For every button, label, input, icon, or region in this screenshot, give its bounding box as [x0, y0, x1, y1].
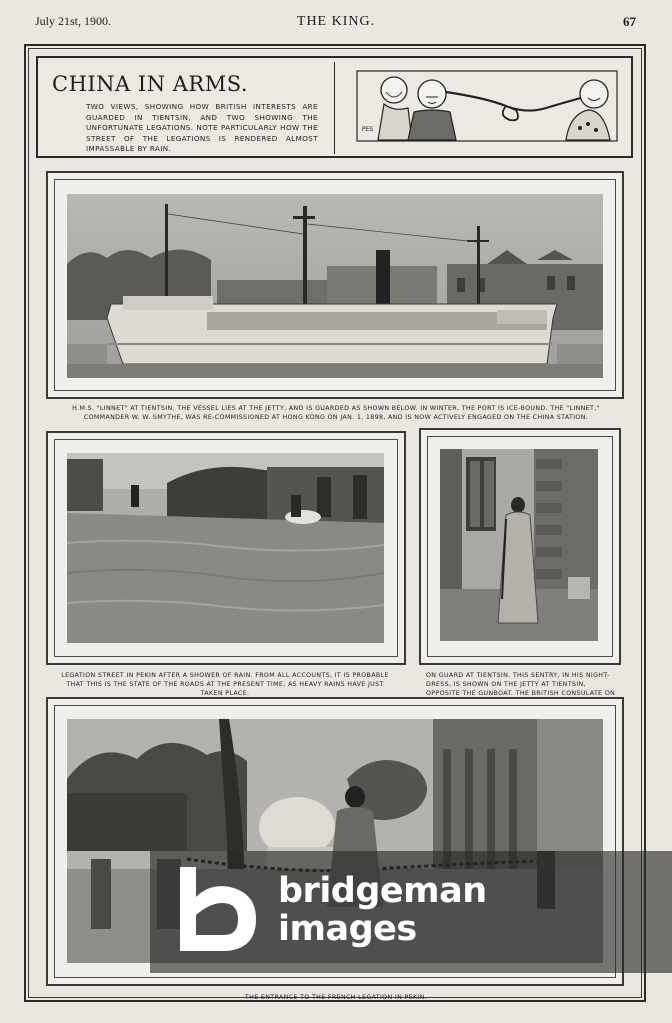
photo-legation-street — [67, 453, 384, 643]
article-description: TWO VIEWS, SHOWING HOW BRITISH INTERESTS ARE GUARDED IN TIENTSIN, AND TWO SHOWING THE UNFORTUNATE LEGATIONS. NOTE PARTICULARLY HOW THE STREET OF THE LEGATIONS IS RENDERED ALMOST IMPASSABLE BY RAIN. — [86, 102, 318, 153]
cartoon-signature: PES — [362, 126, 374, 133]
caption-french-legation: THE ENTRANCE TO THE FRENCH LEGATION IN PEKIN. — [244, 994, 428, 1001]
bridgeman-logo-icon — [178, 867, 258, 951]
watermark-text-bridgeman: bridgeman — [278, 871, 487, 911]
title-banner — [36, 56, 633, 158]
page-number: 67 — [623, 14, 636, 29]
photo-sentry — [440, 449, 598, 641]
watermark-overlay — [150, 851, 672, 973]
banner-divider — [334, 62, 335, 154]
cartoon-illustration — [356, 70, 618, 142]
caption-sentry: ON GUARD AT TIENTSIN. THIS SENTRY, IN HIS NIGHT-DRESS, IS SHOWN ON THE JETTY AT TIENTSIN, OPPOSITE THE GUNBOAT. THE BRITISH CONSULATE ON — [426, 672, 616, 697]
issue-date: July 21st, 1900. — [35, 14, 112, 28]
watermark-text-images: images — [278, 909, 417, 949]
photo-hms-linnet — [67, 194, 603, 378]
caption-hms-linnet: H.M.S. "LINNET" AT TIENTSIN. THE VESSEL LIES AT THE JETTY, AND IS GUARDED AS SHOWN BELOW. IN WINTER, THE PORT IS ICE-BOUND. THE "LINNET," COMMANDER W. W. SMYTHE, WAS RE-COMMISSIONED AT HONG KONG ON JAN. 1, 1898, AND IS NOW ACTIVELY ENGAGED ON THE CHINA STATION. — [72, 405, 600, 421]
article-title: CHINA IN ARMS. — [52, 72, 249, 96]
magazine-title: THE KING. — [296, 14, 376, 29]
caption-legation-street: LEGATION STREET IN PEKIN AFTER A SHOWER OF RAIN. FROM ALL ACCOUNTS, IT IS PROBABLE THAT THIS IS THE STATE OF THE ROADS AT THE PRESENT TIME, AS HEAVY RAINS HAVE JUST TAKEN PLACE. — [61, 672, 389, 697]
